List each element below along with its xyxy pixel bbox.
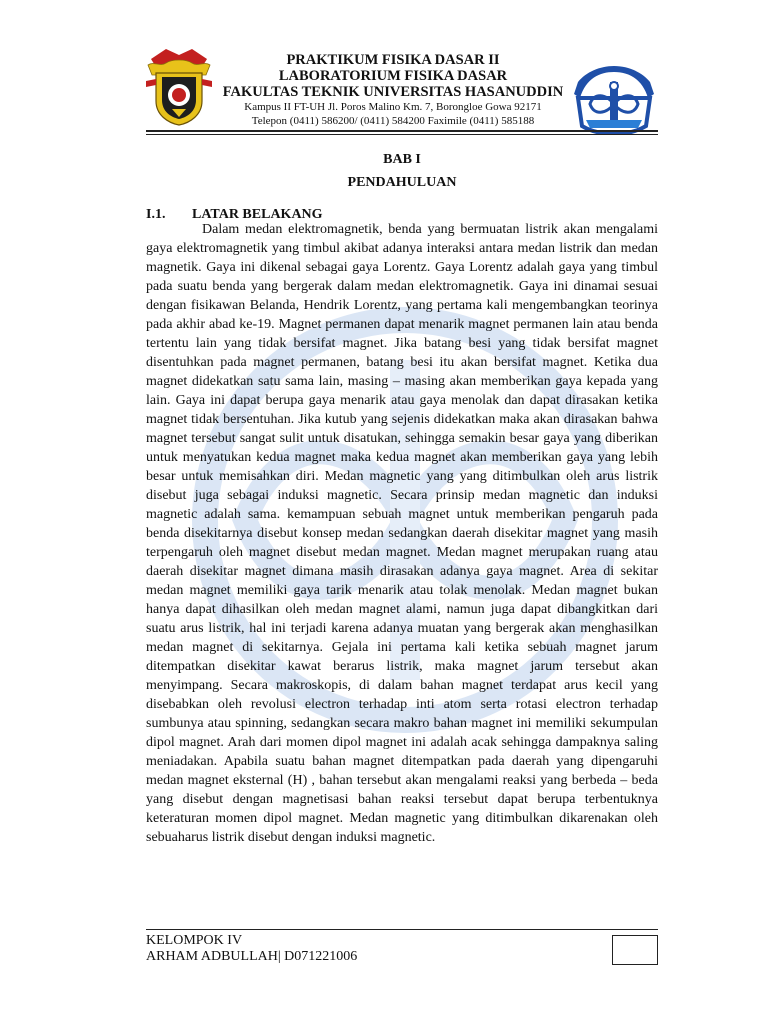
faculty-title: FAKULTAS TEKNIK UNIVERSITAS HASANUDDIN [222, 84, 564, 100]
university-emblem-logo [146, 45, 212, 127]
footer [146, 933, 357, 965]
group-label: KELOMPOK IV [146, 933, 243, 948]
contact-phone: Telepon (0411) 586200/ (0411) 584200 Faximile (0411) 585188 [251, 115, 535, 127]
laboratory-title: LABORATORIUM FISIKA DASAR [278, 68, 508, 84]
letterhead [220, 52, 566, 128]
author-label: ARHAM ADBULLAH| D071221006 [146, 949, 358, 964]
section-number: I.1. [146, 207, 166, 222]
chapter-number: BAB I [383, 152, 421, 167]
header-divider-thin [146, 134, 658, 135]
section-title: LATAR BELAKANG [192, 207, 323, 222]
header-divider-thick [146, 130, 658, 132]
laboratory-logo [572, 64, 656, 134]
campus-address: Kampus II FT-UH Jl. Poros Malino Km. 7, Borongloe Gowa 92171 [244, 101, 542, 113]
chapter-title: PENDAHULUAN [347, 175, 457, 190]
footer-divider [146, 929, 658, 930]
praktikum-title: PRAKTIKUM FISIKA DASAR II [286, 52, 500, 68]
page-number-box [612, 935, 658, 965]
body-paragraph: Dalam medan elektromagnetik, benda yang bermuatan listrik akan mengalami gaya elektromagnetik yang timbul akibat adanya interaksi antara medan listrik dan medan magnetik. Gaya ini dikenal sebagai gaya Lorentz. Gaya Lorentz adalah gaya yang timbul pada suatu benda yang bergerak dalam medan elektromagnetik. Gaya ini dinamai sesuai dengan fisikawan Belanda, Hendrik Lorentz, yang pertama kali mengembangkan teorinya pada akhir abad ke-19. Magnet permanen dapat menarik magnet permanen lain atau benda tertentu lain yang tidak bersifat magnet. Jika batang besi yang tidak bersifat magnet disentuhkan pada magnet permanen, batang besi itu akan bersifat magnet. Ketika dua magnet didekatkan satu sama lain, masing – masing akan memberikan gaya kepada yang lain. Gaya ini dapat berupa gaya menarik atau gaya menolak dan dapat dirasakan ketika magnet tidak bersentuhan. Jika kutub yang sejenis didekatkan maka akan dirasakan bahwa magnet tersebut sangat sulit untuk disatukan, sehingga semakin besar gaya yang diberikan untuk menyatukan kedua magnet maka kedua magnet akan memberikan gaya yang lebih besar untuk memisahkan diri. Medan magnetic yang yang ditimbulkan oleh arus listrik disebut juga sebagai induksi magnetic. Secara prinsip medan magnetic dan induksi magnetic adalah sama. kemampuan sebuah magnet untuk memberikan pengaruh pada benda disekitarnya disebut konsep medan sedangkan daerah disekitar magnet yang masih terpengaruh oleh magnet disebut medan magnet. Medan magnet merupakan ruang atau daerah disekitar magnet dimana masih dirasakan adanya gaya magnet. Area di sekitar medan magnet memiliki gaya tarik menarik atau tolak menolak. Medan magnet bukan hanya dapat dihasilkan oleh medan magnet alami, namun juga dapat dibangkitkan dari suatu arus listrik, hal ini terjadi karena adanya muatan yang bergerak akan menghasilkan medan magnet di sekitarnya. Gejala ini pertama kali ketika sebuah magnet jarum ditempatkan disekitar kawat berarus listrik, maka magnet jarum tersebut akan menyimpang. Secara makroskopis, di dalam bahan magnet terdapat arus kecil yang disebabkan oleh revolusi electron terhadap inti atom serta rotasi electron terhadap sumbunya atau spinning, sedangkan secara makro bahan magnet ini memiliki sekumpulan dipol magnet. Arah dari momen dipol magnet ini adalah acak sehingga dampaknya saling meniadakan. Apabila suatu bahan magnet ditempatkan pada daerah yang dipengaruhi medan magnet eksternal (H) , bahan tersebut akan mengalami reaksi yang berbeda – beda yang disebut dengan magnetisasi bahan reaksi tersebut dapat berupa terbentuknya keteraturan momen dipol magnet. Medan magnetic yang ditimbulkan dikarenakan oleh sebuaharus listrik disebut dengan induksi magnetic. [146, 222, 658, 845]
